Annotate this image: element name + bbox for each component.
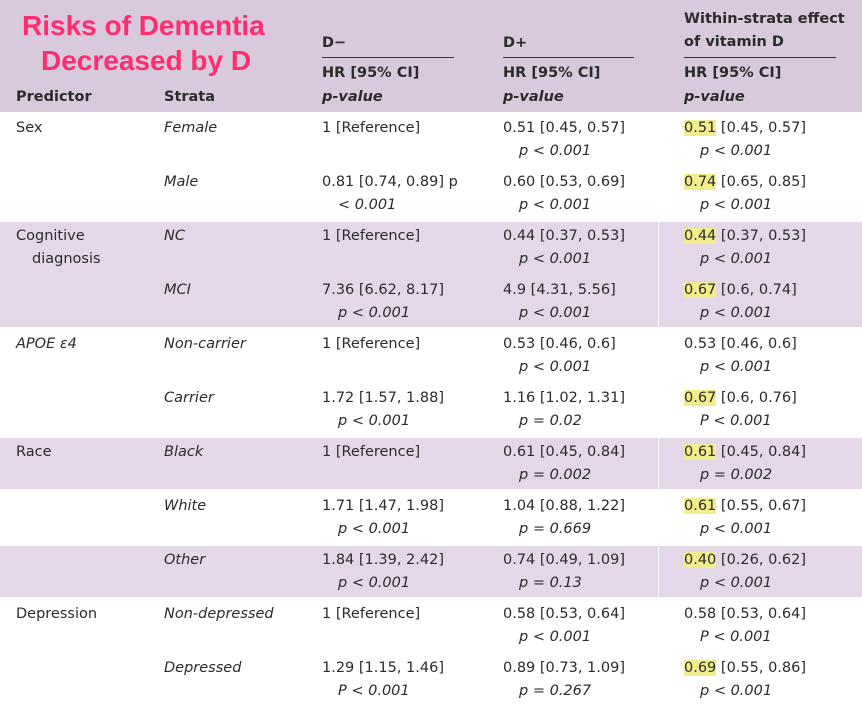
header-pvalue: p-value [503, 89, 564, 105]
row-separator [0, 113, 862, 114]
highlighted-estimate: 0.51 [684, 120, 717, 136]
within-ci: [0.55, 0.86] [716, 660, 807, 676]
d-plus-pvalue: p < 0.001 [519, 629, 592, 645]
within-pvalue: p < 0.001 [700, 521, 773, 537]
row-separator [0, 599, 862, 600]
header-within-line2: of vitamin D [684, 34, 784, 50]
within-hr [684, 171, 806, 194]
strata-cell: Non-carrier [164, 336, 246, 352]
predictor-cell: Cognitive [16, 228, 85, 244]
within-pvalue: p < 0.001 [700, 359, 773, 375]
strata-cell: Carrier [164, 390, 214, 406]
within-ci: [0.26, 0.62] [716, 552, 807, 568]
overlay-title-line1: Risks of Dementia [22, 10, 265, 41]
row-separator [0, 491, 862, 492]
column-divider [658, 437, 659, 489]
within-ci: 0.58 [0.53, 0.64] [684, 606, 806, 622]
overlay-title [22, 8, 265, 78]
within-hr [684, 603, 806, 626]
d-plus-hr: 1.04 [0.88, 1.22] [503, 498, 625, 514]
header-hr-ci: HR [95% CI] [684, 65, 782, 81]
within-ci: 0.53 [0.46, 0.6] [684, 336, 797, 352]
header-rule [322, 57, 454, 58]
highlighted-estimate: 0.44 [684, 228, 717, 244]
highlighted-estimate: 0.74 [684, 174, 717, 190]
predictor-cell: APOE ε4 [16, 336, 77, 352]
within-ci: [0.37, 0.53] [716, 228, 807, 244]
d-plus-hr: 0.61 [0.45, 0.84] [503, 444, 625, 460]
within-pvalue: P < 0.001 [700, 629, 772, 645]
within-pvalue: p < 0.001 [700, 143, 773, 159]
highlighted-estimate: 0.40 [684, 552, 717, 568]
strata-cell: MCI [164, 282, 191, 298]
strata-cell: White [164, 498, 207, 514]
d-plus-hr: 4.9 [4.31, 5.56] [503, 282, 616, 298]
strata-cell: Black [164, 444, 204, 460]
highlighted-estimate: 0.67 [684, 282, 717, 298]
within-pvalue: p < 0.001 [700, 575, 773, 591]
within-hr [684, 549, 806, 572]
within-pvalue: p = 0.002 [700, 467, 773, 483]
d-plus-hr: 0.53 [0.46, 0.6] [503, 336, 616, 352]
d-plus-hr: 1.16 [1.02, 1.31] [503, 390, 625, 406]
d-minus-pvalue: p < 0.001 [338, 305, 411, 321]
d-plus-pvalue: p < 0.001 [519, 305, 592, 321]
d-minus-hr: 1 [Reference] [322, 606, 421, 622]
within-ci: [0.45, 0.84] [716, 444, 807, 460]
header-d-plus: D+ [503, 35, 528, 51]
strata-cell: Male [164, 174, 199, 190]
header-rule [503, 57, 634, 58]
d-minus-hr: 1 [Reference] [322, 120, 421, 136]
within-ci: [0.6, 0.74] [716, 282, 797, 298]
header-strata: Strata [164, 89, 216, 105]
d-plus-pvalue: p = 0.669 [519, 521, 592, 537]
d-plus-hr: 0.60 [0.53, 0.69] [503, 174, 625, 190]
d-minus-pvalue: P < 0.001 [338, 683, 410, 699]
d-minus-hr: 1 [Reference] [322, 228, 421, 244]
predictor-cell: Sex [16, 120, 43, 136]
header-pvalue: p-value [322, 89, 383, 105]
within-pvalue: p < 0.001 [700, 251, 773, 267]
header-hr-ci: HR [95% CI] [503, 65, 601, 81]
row-separator [0, 221, 862, 222]
d-minus-pvalue: p < 0.001 [338, 521, 411, 537]
strata-cell: Non-depressed [164, 606, 274, 622]
header-rule [684, 57, 836, 58]
d-minus-hr: 0.81 [0.74, 0.89] p [322, 174, 458, 190]
d-plus-hr: 0.51 [0.45, 0.57] [503, 120, 625, 136]
column-divider [658, 221, 659, 327]
within-ci: [0.65, 0.85] [716, 174, 807, 190]
predictor-cell-line2: diagnosis [32, 251, 101, 267]
d-plus-pvalue: p = 0.267 [519, 683, 592, 699]
within-ci: [0.45, 0.57] [716, 120, 807, 136]
header-d-minus: D− [322, 35, 347, 51]
d-plus-pvalue: p = 0.002 [519, 467, 592, 483]
d-plus-pvalue: p < 0.001 [519, 143, 592, 159]
d-minus-pvalue: p < 0.001 [338, 413, 411, 429]
within-hr [684, 387, 797, 410]
within-hr [684, 279, 797, 302]
highlighted-estimate: 0.61 [684, 444, 717, 460]
within-hr [684, 495, 806, 518]
d-minus-pvalue: < 0.001 [338, 197, 397, 213]
d-minus-hr: 1.71 [1.47, 1.98] [322, 498, 444, 514]
within-hr [684, 117, 806, 140]
d-minus-hr: 1.72 [1.57, 1.88] [322, 390, 444, 406]
within-ci: [0.55, 0.67] [716, 498, 807, 514]
d-minus-hr: 1 [Reference] [322, 444, 421, 460]
strata-cell: Female [164, 120, 218, 136]
d-minus-pvalue: p < 0.001 [338, 575, 411, 591]
within-hr [684, 225, 806, 248]
column-divider [658, 545, 659, 597]
strata-cell: Other [164, 552, 206, 568]
within-pvalue: p < 0.001 [700, 683, 773, 699]
highlighted-estimate: 0.61 [684, 498, 717, 514]
d-minus-hr: 1.84 [1.39, 2.42] [322, 552, 444, 568]
d-plus-hr: 0.74 [0.49, 1.09] [503, 552, 625, 568]
strata-cell: Depressed [164, 660, 242, 676]
header-hr-ci: HR [95% CI] [322, 65, 420, 81]
d-plus-pvalue: p < 0.001 [519, 197, 592, 213]
header-within-line1: Within-strata effect [684, 11, 845, 27]
header-predictor: Predictor [16, 89, 92, 105]
row-separator [0, 545, 862, 546]
strata-cell: NC [164, 228, 185, 244]
d-plus-hr: 0.44 [0.37, 0.53] [503, 228, 625, 244]
d-plus-hr: 0.58 [0.53, 0.64] [503, 606, 625, 622]
d-minus-hr: 1 [Reference] [322, 336, 421, 352]
row-separator [0, 329, 862, 330]
d-plus-pvalue: p < 0.001 [519, 251, 592, 267]
d-plus-pvalue: p = 0.13 [519, 575, 582, 591]
overlay-title-line2: Decreased by D [41, 45, 252, 76]
row-separator [0, 437, 862, 438]
within-pvalue: P < 0.001 [700, 413, 772, 429]
within-pvalue: p < 0.001 [700, 305, 773, 321]
highlighted-estimate: 0.67 [684, 390, 717, 406]
header-pvalue: p-value [684, 89, 745, 105]
within-pvalue: p < 0.001 [700, 197, 773, 213]
d-plus-pvalue: p = 0.02 [519, 413, 582, 429]
within-hr [684, 333, 797, 356]
d-minus-hr: 7.36 [6.62, 8.17] [322, 282, 444, 298]
predictor-cell: Race [16, 444, 52, 460]
within-ci: [0.6, 0.76] [716, 390, 797, 406]
within-hr [684, 441, 806, 464]
predictor-cell: Depression [16, 606, 98, 622]
d-minus-hr: 1.29 [1.15, 1.46] [322, 660, 444, 676]
highlighted-estimate: 0.69 [684, 660, 717, 676]
d-plus-pvalue: p < 0.001 [519, 359, 592, 375]
within-hr [684, 657, 806, 680]
d-plus-hr: 0.89 [0.73, 1.09] [503, 660, 625, 676]
